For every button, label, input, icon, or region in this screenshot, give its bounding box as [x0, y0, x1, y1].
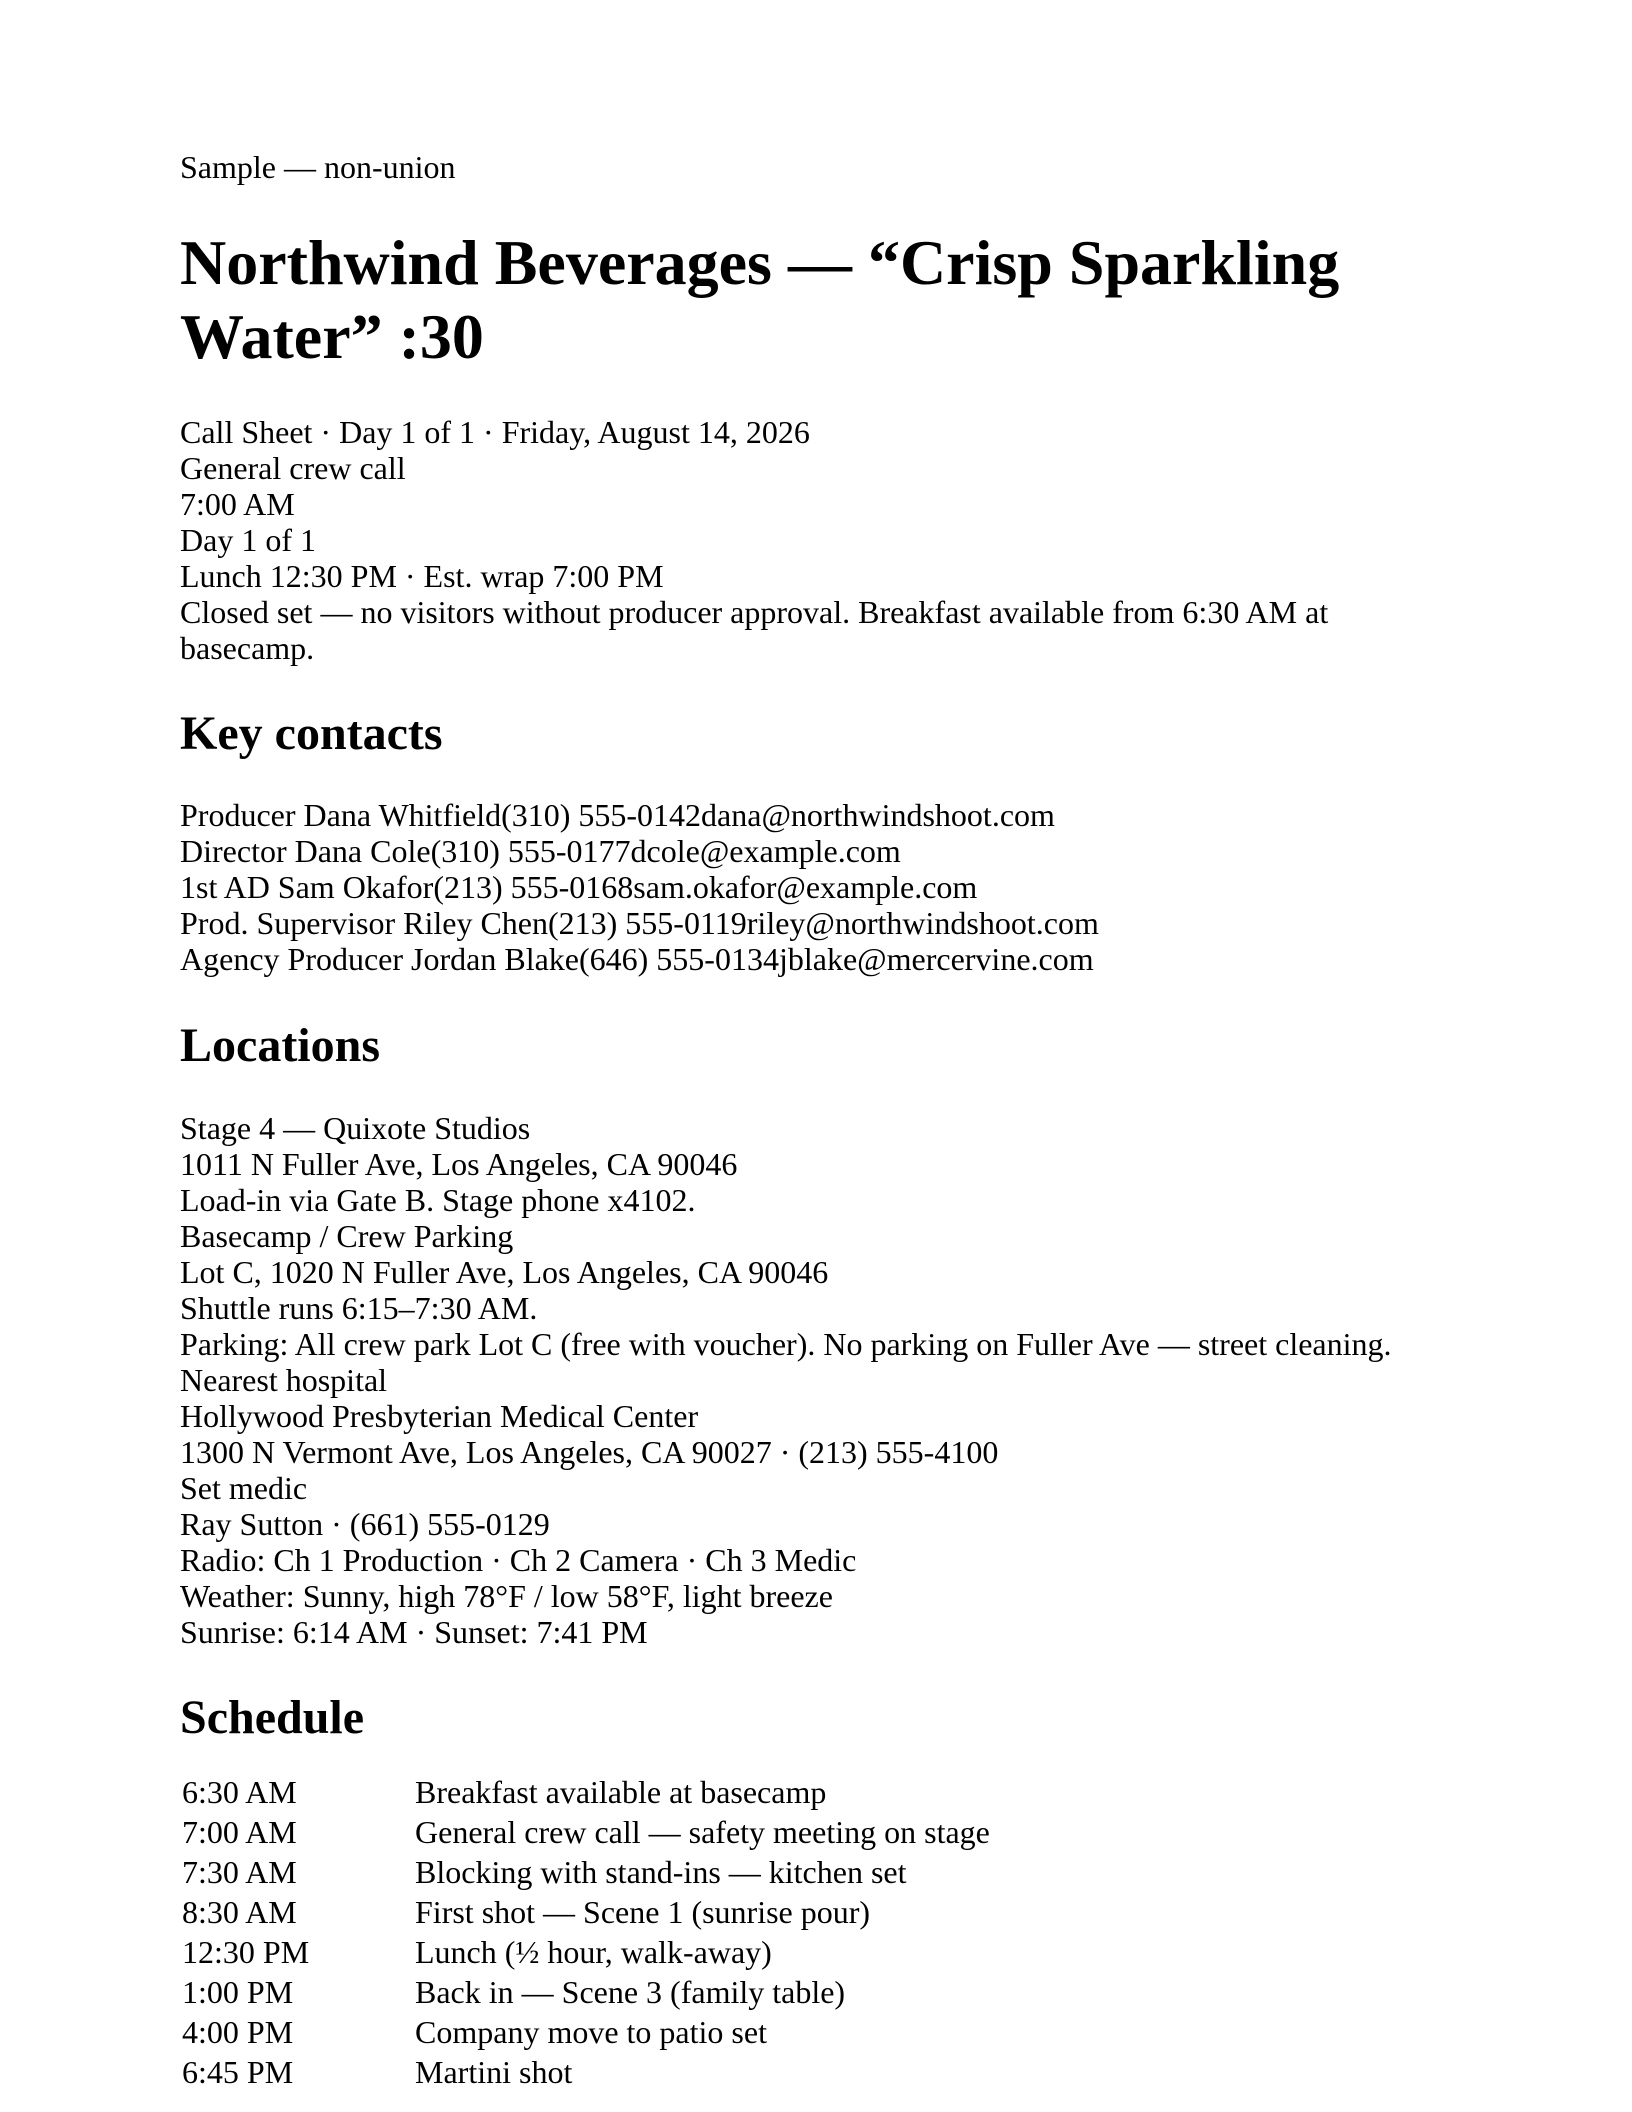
contact-phone: (213) 555-0168: [433, 869, 634, 905]
contact-row: [180, 869, 1470, 905]
contact-email: riley@northwindshoot.com: [746, 905, 1099, 941]
schedule-heading: Schedule: [180, 1691, 365, 1744]
radio-channels: Radio: Ch 1 Production · Ch 2 Camera · Ch 3 Medic: [180, 1542, 857, 1578]
table-row: [182, 1772, 990, 1812]
schedule-event: Back in — Scene 3 (family table): [415, 1974, 846, 2010]
contact-role: Director: [180, 833, 287, 869]
schedule-time: 6:45 PM: [182, 2054, 294, 2090]
schedule-event: Lunch (½ hour, walk-away): [415, 1934, 772, 1970]
day-label: Day 1 of 1: [180, 522, 316, 558]
contact-email: dcole@example.com: [630, 833, 901, 869]
schedule-time: 7:00 AM: [182, 1814, 297, 1850]
contact-name: Dana Whitfield: [303, 797, 502, 833]
call-sheet-line: Call Sheet · Day 1 of 1 · Friday, August 14, 2026: [180, 414, 810, 450]
weather-line: Weather: Sunny, high 78°F / low 58°F, light breeze: [180, 1578, 833, 1614]
contact-row: [180, 941, 1470, 977]
sun-times: Sunrise: 6:14 AM · Sunset: 7:41 PM: [180, 1614, 648, 1650]
contact-email: dana@northwindshoot.com: [701, 797, 1055, 833]
lunch-wrap-line: Lunch 12:30 PM · Est. wrap 7:00 PM: [180, 558, 664, 594]
contact-phone: (213) 555-0119: [547, 905, 747, 941]
contacts-heading: Key contacts: [180, 707, 443, 760]
page-title: Northwind Beverages — “Crisp Sparkling Water” :30: [180, 227, 1340, 372]
contact-row: [180, 797, 1470, 833]
table-row: [182, 1852, 990, 1892]
contact-role: 1st AD: [180, 869, 270, 905]
schedule-time: 1:00 PM: [182, 1974, 294, 2010]
schedule-table: [182, 1772, 990, 2092]
schedule-event: Martini shot: [415, 2054, 573, 2090]
hospital-name: Hollywood Presbyterian Medical Center: [180, 1398, 699, 1434]
basecamp-address: Lot C, 1020 N Fuller Ave, Los Angeles, CA 90046: [180, 1254, 829, 1290]
schedule-time: 7:30 AM: [182, 1854, 297, 1890]
basecamp-note: Shuttle runs 6:15–7:30 AM.: [180, 1290, 538, 1326]
contact-role: Producer: [180, 797, 296, 833]
schedule-time: 6:30 AM: [182, 1774, 297, 1810]
schedule-event: Breakfast available at basecamp: [415, 1774, 827, 1810]
contact-email: sam.okafor@example.com: [633, 869, 978, 905]
schedule-event: Blocking with stand-ins — kitchen set: [415, 1854, 907, 1890]
summary-block: [180, 414, 1470, 666]
contact-name: Dana Cole: [294, 833, 431, 869]
basecamp-name: Basecamp / Crew Parking: [180, 1218, 514, 1254]
stage-note: Load-in via Gate B. Stage phone x4102.: [180, 1182, 696, 1218]
contact-email: jblake@mercervine.com: [778, 941, 1094, 977]
stage-name: Stage 4 — Quixote Studios: [180, 1110, 531, 1146]
schedule-event: First shot — Scene 1 (sunrise pour): [415, 1894, 871, 1930]
contact-name: Riley Chen: [403, 905, 548, 941]
contact-row: [180, 905, 1470, 941]
table-row: [182, 2052, 990, 2092]
table-row: [182, 1932, 990, 1972]
medic-label: Set medic: [180, 1470, 308, 1506]
set-note: Closed set — no visitors without producer approval. Breakfast available from 6:30 AM at basecamp.: [180, 594, 1329, 666]
table-row: [182, 1892, 990, 1932]
locations-block: [180, 1110, 1470, 1650]
medic-detail: Ray Sutton · (661) 555-0129: [180, 1506, 550, 1542]
schedule-event: Company move to patio set: [415, 2014, 767, 2050]
contact-name: Sam Okafor: [277, 869, 434, 905]
hospital-label: Nearest hospital: [180, 1362, 388, 1398]
hospital-address: 1300 N Vermont Ave, Los Angeles, CA 90027 · (213) 555-4100: [180, 1434, 999, 1470]
table-row: [182, 2012, 990, 2052]
contact-phone: (646) 555-0134: [578, 941, 779, 977]
contact-phone: (310) 555-0177: [430, 833, 631, 869]
contact-role: Prod. Supervisor: [180, 905, 396, 941]
general-call-label: General crew call: [180, 450, 406, 486]
contact-phone: (310) 555-0142: [501, 797, 702, 833]
parking-note: Parking: All crew park Lot C (free with voucher). No parking on Fuller Ave — street cleaning.: [180, 1326, 1392, 1362]
contacts-list: [180, 797, 1470, 977]
schedule-event: General crew call — safety meeting on stage: [415, 1814, 990, 1850]
stage-address: 1011 N Fuller Ave, Los Angeles, CA 90046: [180, 1146, 738, 1182]
contact-name: Jordan Blake: [411, 941, 579, 977]
general-call-time: 7:00 AM: [180, 486, 295, 522]
locations-heading: Locations: [180, 1019, 381, 1072]
sample-label: Sample — non-union: [180, 149, 456, 185]
contact-row: [180, 833, 1470, 869]
table-row: [182, 1972, 990, 2012]
contact-role: Agency Producer: [180, 941, 404, 977]
schedule-time: 12:30 PM: [182, 1934, 310, 1970]
schedule-time: 8:30 AM: [182, 1894, 297, 1930]
table-row: [182, 1812, 990, 1852]
schedule-time: 4:00 PM: [182, 2014, 294, 2050]
